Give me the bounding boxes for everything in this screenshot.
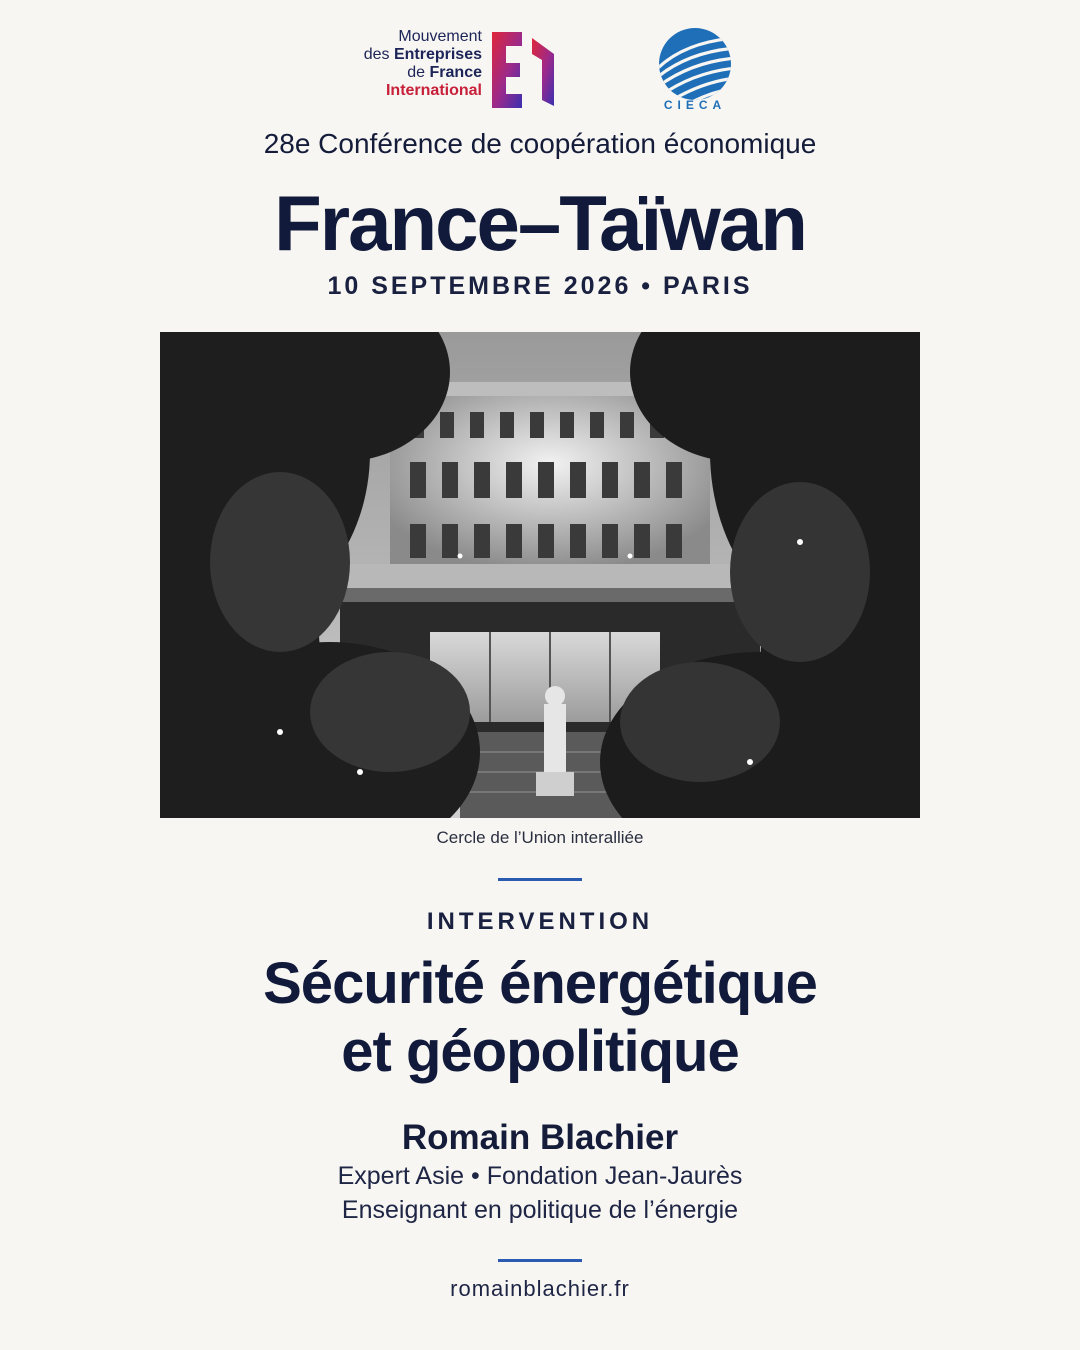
divider-bottom bbox=[498, 1259, 582, 1262]
medef-line-1: Mouvement bbox=[398, 28, 482, 45]
medef-line-2-prefix: des bbox=[363, 46, 394, 63]
talk-title bbox=[0, 950, 1080, 1086]
medef-line-4: International bbox=[385, 82, 482, 99]
medef-logo-text bbox=[330, 28, 482, 100]
medef-line-3-bold: France bbox=[429, 64, 482, 81]
conference-subtitle: 28e Conférence de coopération économique bbox=[263, 128, 817, 159]
divider-top bbox=[498, 878, 582, 881]
website-link[interactable]: romainblachier.fr bbox=[450, 1276, 630, 1301]
medef-line-2-bold: Entreprises bbox=[393, 46, 482, 63]
cieca-logo-label: CIECA bbox=[663, 98, 727, 112]
page-title: France–Taïwan bbox=[274, 179, 806, 267]
photo-caption: Cercle de l’Union interalliée bbox=[436, 828, 644, 847]
section-kicker: INTERVENTION bbox=[426, 908, 654, 935]
medef-logo-icon bbox=[488, 28, 562, 112]
medef-line-3-prefix: de bbox=[407, 64, 430, 81]
date-location: 10 SEPTEMBRE 2026 • PARIS bbox=[327, 272, 753, 300]
medef-line-2 bbox=[330, 46, 482, 64]
talk-title-line-1: Sécurité énergétique bbox=[263, 951, 817, 1016]
speaker-name: Romain Blachier bbox=[401, 1118, 679, 1157]
venue-photo bbox=[160, 332, 920, 818]
speaker-role-2: Enseignant en politique de l’énergie bbox=[341, 1196, 739, 1224]
medef-line-3 bbox=[330, 64, 482, 82]
talk-title-line-2: et géopolitique bbox=[341, 1019, 739, 1084]
speaker-role-1: Expert Asie • Fondation Jean-Jaurès bbox=[337, 1162, 743, 1190]
